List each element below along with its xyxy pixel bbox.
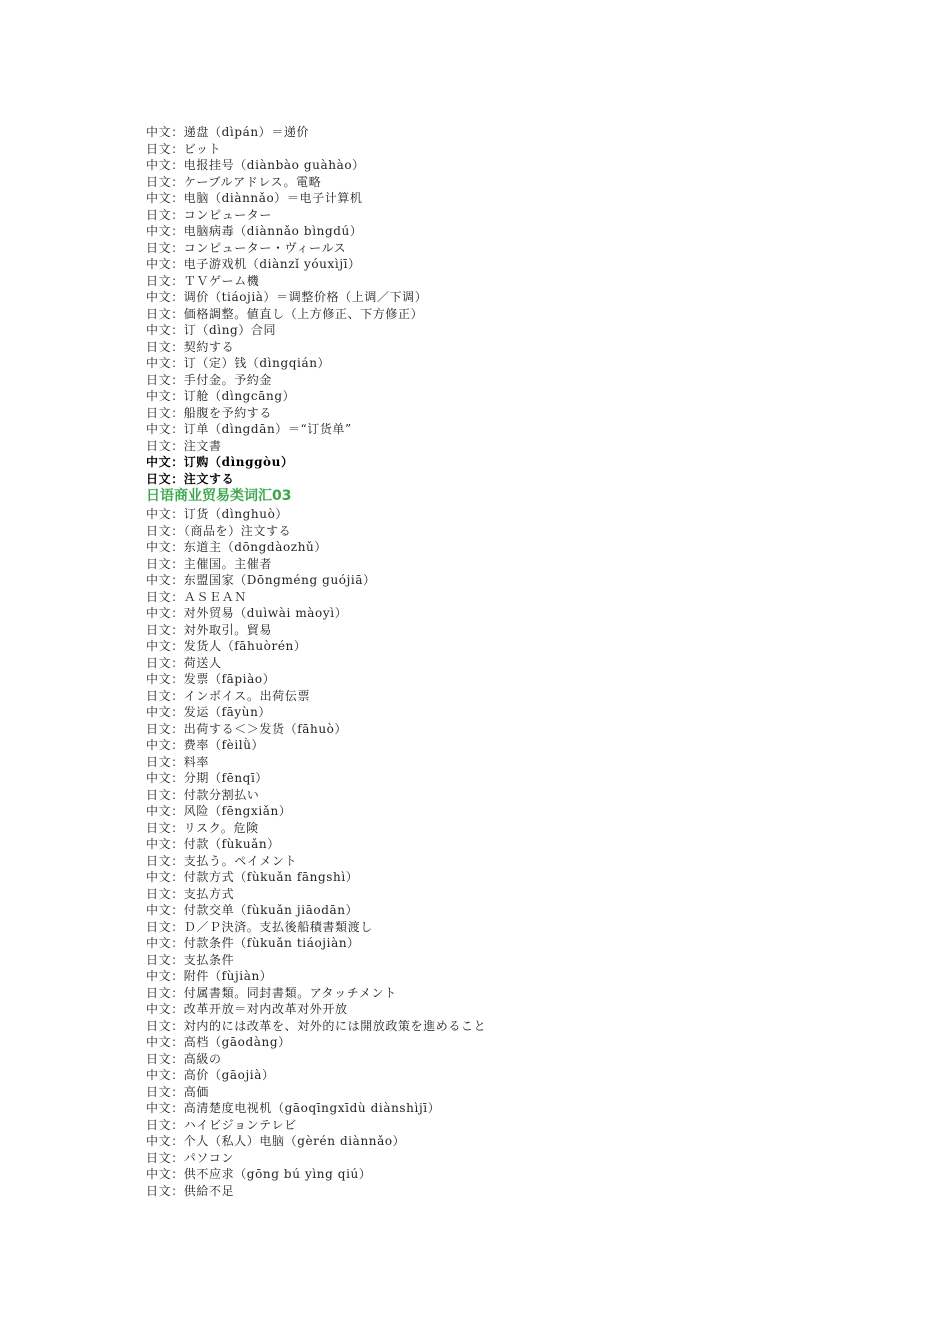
vocab-line: 中文：改革开放＝对内改革对外开放	[146, 1002, 348, 1016]
vocabulary-list-part-2	[146, 506, 906, 1199]
section-heading: 日语商业贸易类词汇03	[146, 488, 292, 504]
vocab-line: 中文：对外贸易（duìwài màoyì）	[146, 606, 348, 620]
vocab-line: 日文：船腹を予約する	[146, 405, 273, 420]
vocab-line: 日文：対内的には改革を、対外的には開放政策を進めること	[146, 1018, 487, 1033]
vocab-line: 日文：支払方式	[146, 886, 235, 901]
vocab-line: 日文：リスク。危険	[146, 820, 259, 835]
vocab-line: 中文：附件（fùjiàn）	[146, 969, 273, 983]
vocab-line: 中文：电脑（diànnǎo）＝电子计算机	[146, 191, 363, 205]
vocab-line: 中文：订购（dìnggòu）	[146, 455, 294, 469]
vocab-line: 中文：付款交单（fùkuǎn jiāodān）	[146, 903, 359, 917]
vocab-line: 中文：发运（fāyùn）	[146, 705, 272, 719]
vocab-line: 日文：ケーブルアドレス。電略	[146, 174, 322, 189]
vocab-line: 日文：支払う。ペイメント	[146, 853, 298, 868]
vocab-line: 日文：ビット	[146, 141, 222, 156]
vocab-line: 日文：供給不足	[146, 1183, 235, 1198]
vocab-line: 日文：対外取引。貿易	[146, 622, 273, 637]
vocab-line: 中文：东盟国家（Dōngméng guójiā）	[146, 573, 376, 587]
vocab-line: 日文：付款分割払い	[146, 787, 260, 802]
vocab-line: 日文：主催国。主催者	[146, 556, 273, 571]
vocab-line: 日文：高級の	[146, 1051, 222, 1066]
vocab-line: 中文：发货人（fāhuòrén）	[146, 639, 307, 653]
vocab-line: 日文：注文する	[146, 471, 235, 486]
vocab-line: 日文：注文書	[146, 438, 222, 453]
vocab-line: 日文：インボイス。出荷伝票	[146, 688, 311, 703]
vocab-line: 中文：订货（dìnghuò）	[146, 507, 289, 521]
vocabulary-list-part-1	[146, 124, 906, 454]
vocab-line: 中文：订舱（dìngcāng）	[146, 389, 296, 403]
vocab-line: 中文：供不应求（gōng bú yìng qiú）	[146, 1167, 372, 1181]
vocab-line: 中文：付款方式（fùkuǎn fāngshì）	[146, 870, 359, 884]
vocab-line: 日文：（商品を）注文する	[146, 523, 292, 538]
vocab-line: 日文：契約する	[146, 339, 235, 354]
vocab-line: 中文：电报挂号（diànbào guàhào）	[146, 158, 365, 172]
vocab-line: 中文：分期（fēnqī）	[146, 771, 268, 785]
vocab-line: 中文：东道主（dōngdàozhǔ）	[146, 540, 327, 554]
vocab-line: 中文：递盘（dìpán）＝递价	[146, 125, 310, 139]
vocab-line: 中文：付款条件（fùkuǎn tiáojiàn）	[146, 936, 360, 950]
vocab-line: 中文：高价（gāojià）	[146, 1068, 275, 1082]
vocab-line: 日文：ＴＶゲーム機	[146, 273, 260, 288]
vocab-line: 日文：Ｄ／Ｐ決済。支払後船積書類渡し	[146, 919, 373, 934]
vocab-line: 中文：高档（gāodàng）	[146, 1035, 291, 1049]
vocab-line: 日文：手付金。予約金	[146, 372, 273, 387]
vocab-line: 日文：ＡＳＥＡＮ	[146, 589, 247, 604]
vocab-line: 中文：订（定）钱（dìngqián）	[146, 356, 331, 370]
vocab-line: 中文：付款（fùkuǎn）	[146, 837, 280, 851]
vocab-line: 日文：パソコン	[146, 1150, 234, 1165]
vocab-line: 中文：高清楚度电视机（gāoqīngxīdù diànshìjī）	[146, 1101, 441, 1115]
vocab-line: 日文：ハイビジョンテレビ	[146, 1117, 297, 1132]
vocab-line: 日文：付属書類。同封書類。アタッチメント	[146, 985, 397, 1000]
vocab-line: 中文：订（dìng）合同	[146, 323, 277, 337]
vocab-line: 中文：电子游戏机（diànzǐ yóuxìjī）	[146, 257, 361, 271]
vocab-line: 中文：风险（fēngxiǎn）	[146, 804, 292, 818]
vocab-line: 中文：电脑病毒（diànnǎo bìngdú）	[146, 224, 363, 238]
vocab-line: 日文：支払条件	[146, 952, 235, 967]
vocab-line: 中文：调价（tiáojià）＝调整价格（上调／下调）	[146, 290, 428, 304]
vocab-line: 中文：发票（fāpiào）	[146, 672, 276, 686]
vocab-line: 日文：価格調整。値直し（上方修正、下方修正）	[146, 306, 424, 321]
document-content	[146, 124, 906, 1199]
vocab-line: 日文：コンピューター・ヴィールス	[146, 240, 347, 255]
vocab-line: 日文：コンピューター	[146, 207, 273, 222]
vocab-line: 日文：料率	[146, 754, 210, 769]
vocabulary-list-bold	[146, 454, 906, 487]
vocab-line: 日文：荷送人	[146, 655, 222, 670]
vocab-line: 日文：高価	[146, 1084, 210, 1099]
vocab-line: 中文：订单（dìngdān）＝“订货单”	[146, 422, 352, 436]
vocab-line: 中文：个人（私人）电脑（gèrén diànnǎo）	[146, 1134, 406, 1148]
vocab-line: 日文：出荷する＜＞发货（fāhuò）	[146, 721, 348, 736]
vocab-line: 中文：费率（fèilǜ）	[146, 738, 265, 752]
